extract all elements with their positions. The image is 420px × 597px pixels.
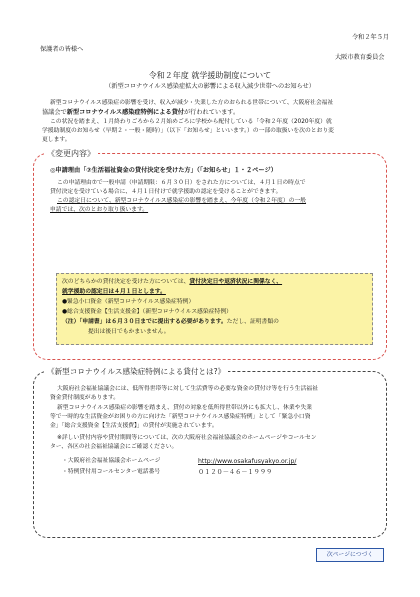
special-p6: ※詳しい貸付内容や貸付期間等については、次の大阪府社会福祉協議会のホームページやコールセン [57, 435, 317, 441]
page-subtitle: （新型コロナウイルス感染症拡大の影響による収入減少世帯へのお知らせ） [105, 83, 315, 90]
note-line-1-underline: 貸付決定日や返済状況に関係なく、 [189, 279, 283, 285]
contact-callcenter-label: ・特例貸付用コールセンター電話番号 [62, 469, 161, 475]
note-line-5-prefix: （注）「申請書」は６月３０日までに提出する必要があります。 [62, 319, 227, 325]
changes-p3-text: この認定日について、新型コロナウイルス感染症の影響を踏まえ、今年度（令和２年度）の一般 [57, 198, 307, 204]
contact-callcenter-number: ０１２０－４６－１９９９ [198, 469, 273, 476]
page-title: 令和２年度 就学援助制度について [148, 71, 272, 80]
changes-heading: 《変更内容》 [44, 148, 98, 159]
changes-p2: 貸付決定を受けている場合に、４月１日付けで就学援助の認定を受けることができます。 [50, 189, 282, 195]
intro-line-2-prefix: 協議会で [42, 109, 67, 116]
changes-item-title: ◎申請理由「⑦生活福祉資金の貸付決定を受けた方」（「お知らせ」１・２ページ） [50, 167, 277, 174]
note-line-6: 提出は後日でもかまいません。 [88, 329, 170, 335]
contact-homepage-label: ・大阪府社会福祉協議会ホームページ [62, 458, 161, 464]
special-p5: 金」「総合支援資金【生活支援費】」の貸付が実施されています。 [50, 423, 218, 429]
date: 令和２年５月 [352, 34, 390, 41]
special-p3: 新型コロナウイルス感染症の影響を踏まえ、貸付の対象を低所得世帯以外にも拡大し、休業や失業 [57, 405, 313, 411]
note-line-2: 就学援助の認定日は４月１日とします。 [62, 289, 166, 295]
intro-line-1: 新型コロナウイルス感染症の影響を受け、収入が減少・失業した方のおられる世帯について、大阪府社会福祉 [50, 100, 334, 106]
intro-line-3: この状況を踏まえ、１月終わりごろから２月始めごろに学校から配付している「令和２年度（2020年度）就 [50, 119, 332, 125]
intro-line-2-suffix: が行われています。 [183, 109, 240, 116]
intro-line-2-bold: 新型コロナウイルス感染症特例による貸付 [66, 109, 184, 116]
intro-line-4: 学援助制度のお知らせ（早期２・一般・随時）」（以下「お知らせ」といいます。）の一部の取扱いを次のとおり変 [42, 128, 334, 134]
contact-homepage-link[interactable]: http://www.osakafusyakyo.or.jp/ [198, 458, 297, 465]
special-p1: 大阪府社会福祉協議会には、低所得世帯等に対して生活費等の必要な資金の貸付け等を行う生活福祉 [57, 386, 318, 392]
special-p2: 資金貸付制度があります。 [50, 395, 120, 401]
special-p4: 等で一時的な生活資金がお困りの方に向けた「新型コロナウイルス感染症特例」として「緊急小口資 [50, 414, 311, 420]
note-line-5-suffix: ただし、証明書類の [226, 319, 279, 325]
recipient: 保護者の皆様へ [40, 46, 84, 53]
note-line-4: ●総合支援資金【生活支援金】（新型コロナウイルス感染症特例） [62, 309, 232, 315]
issuer: 大阪市教育委員会 [335, 54, 385, 61]
changes-p4-text: 申請では、次のとおり取り扱います。 [50, 207, 149, 213]
note-line-3: ●緊急小口資金（新型コロナウイルス感染症特例） [62, 299, 195, 305]
changes-p1: この申請理由⑦で一般申請（申請期限：６月３０日）をされた方については、４月１日の時点で [57, 180, 306, 186]
note-line-5 [62, 318, 279, 327]
intro-line-5: 更します。 [42, 137, 71, 143]
changes-p4 [50, 206, 148, 215]
note-line-1-prefix: 次のどちらかの貸付決定を受けた方については、 [62, 279, 190, 285]
note-line-1 [62, 278, 282, 287]
changes-p3 [57, 197, 306, 206]
intro-line-2 [42, 108, 239, 117]
special-p7: ター、各区の社会福祉協議会にご確認ください。 [50, 444, 178, 450]
special-heading: 《新型コロナウイルス感染症特例による貸付とは?》 [44, 366, 228, 377]
next-page-button[interactable]: 次ページにつづく [316, 548, 384, 562]
